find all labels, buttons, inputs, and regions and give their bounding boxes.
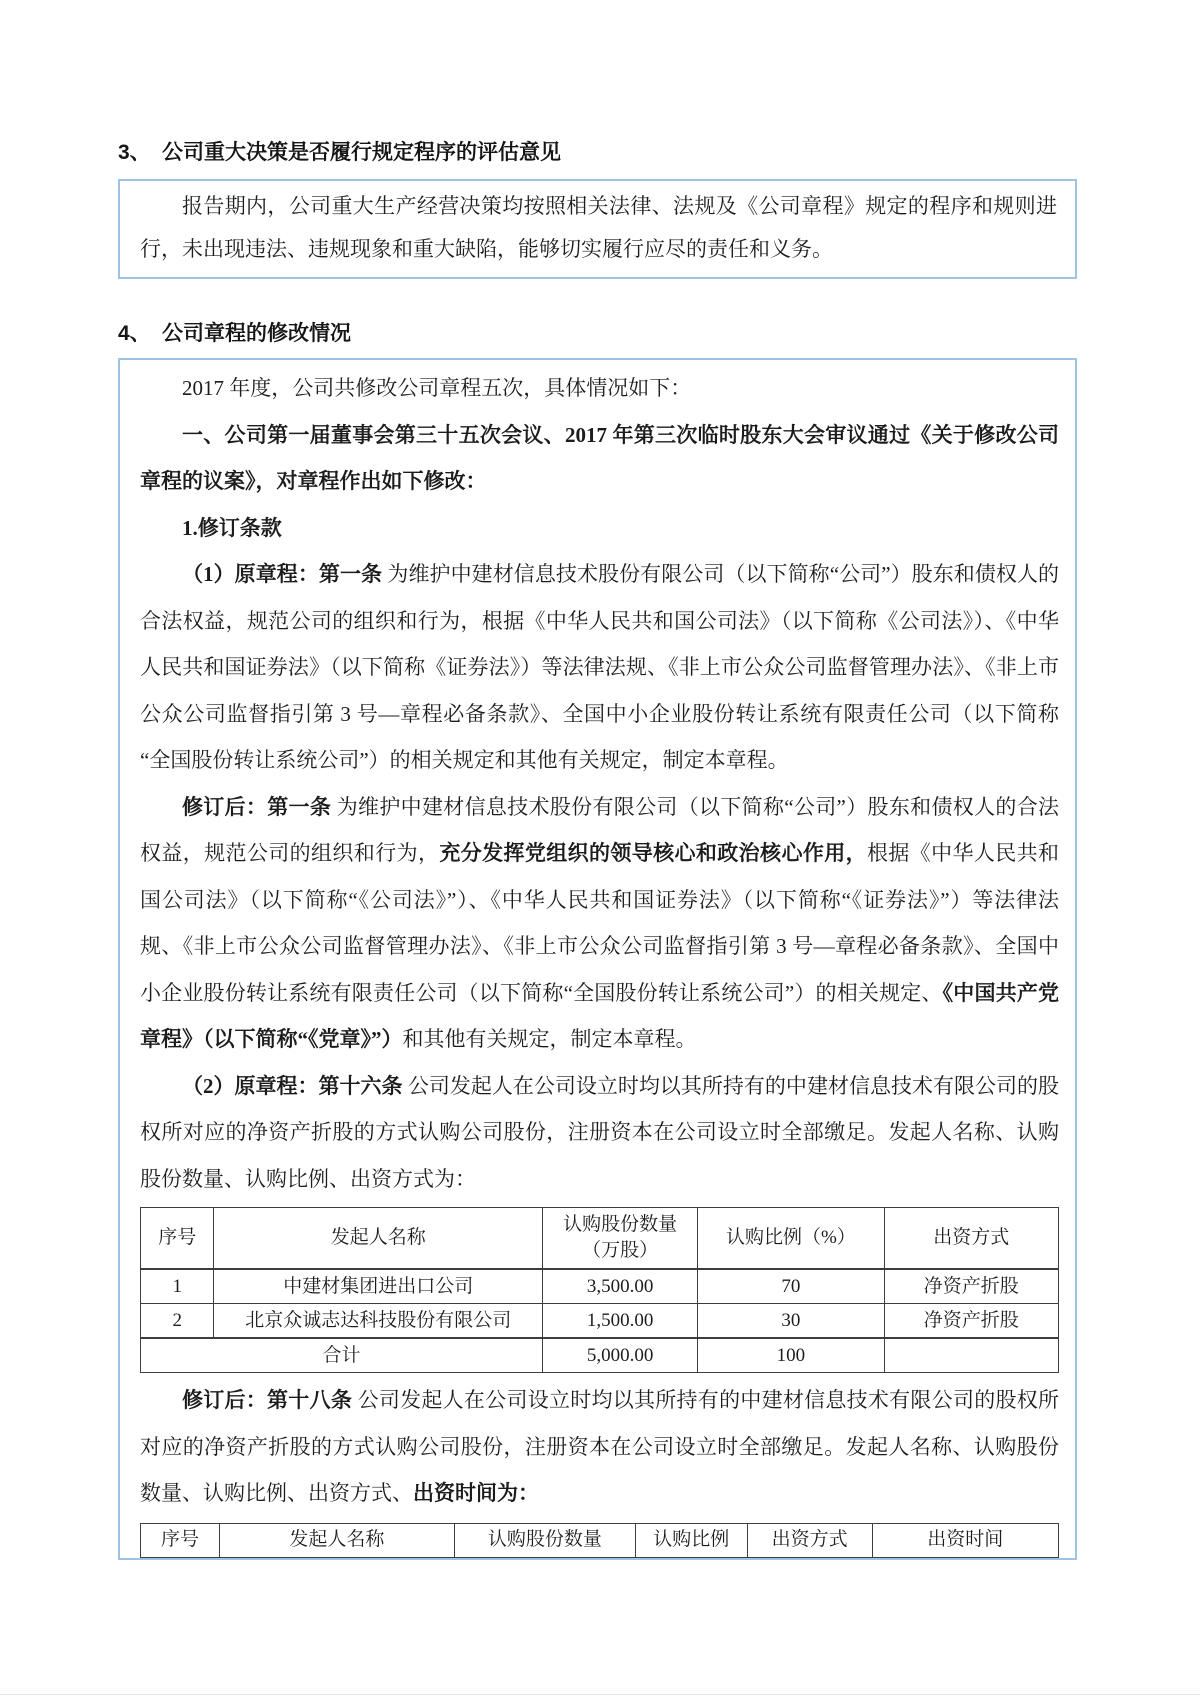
cell-founder: 中建材集团进出口公司 xyxy=(214,1269,543,1304)
article-lead: 修订后：第一条 xyxy=(182,794,337,819)
section-3-title: 公司重大决策是否履行规定程序的评估意见 xyxy=(162,141,561,164)
cell-shares: 1,500.00 xyxy=(543,1304,698,1339)
cell-ratio: 30 xyxy=(698,1304,884,1339)
paragraph-intro: 2017 年度，公司共修改公司章程五次，具体情况如下： xyxy=(182,376,692,400)
page-bottom-edge xyxy=(0,1694,1200,1695)
col-header-time: 出资时间 xyxy=(872,1523,1058,1557)
article-text: 为维护中建材信息技术股份有限公司（以下简称“公司”）股东和债权人的合法权益，规范公司的组织和行为， xyxy=(140,794,1060,865)
cell-total-method xyxy=(884,1338,1058,1373)
section-3-content-box xyxy=(118,179,1077,279)
article-bold-text: 充分发挥党组织的领导核心和政治核心作用， xyxy=(439,841,867,865)
section-4-number: 4、 xyxy=(118,322,151,345)
subscription-table-original xyxy=(140,1207,1059,1373)
paragraph-revise-clause-title: 1.修订条款 xyxy=(182,515,282,540)
cell-no: 1 xyxy=(141,1269,214,1304)
paragraph-revised-article-18 xyxy=(140,1377,1059,1517)
col-header-ratio: 认购比例（%） xyxy=(698,1208,884,1270)
col-header-founder: 发起人名称 xyxy=(214,1208,543,1270)
cell-no: 2 xyxy=(141,1304,214,1339)
article-bold-text: 《中国共产党章程》（以下简称“《党章》”） xyxy=(140,980,1060,1051)
section-3-number: 3、 xyxy=(118,141,151,164)
table-header-row xyxy=(141,1208,1059,1270)
article-body: 公司发起人在公司设立时均以其所持有的中建材信息技术有限公司的股权所对应的净资产折股的方式认购公司股份，注册资本在公司设立时全部缴足。发起人名称、认购股份数量、认购比例、出资方式为： xyxy=(140,1073,1060,1191)
table-row xyxy=(141,1304,1059,1339)
document-page xyxy=(118,140,1077,1560)
col-header-shares-unit: （万股） xyxy=(582,1240,659,1261)
article-text: 和其他有关规定，制定本章程。 xyxy=(402,1027,697,1051)
section-4-content-box xyxy=(118,358,1077,1560)
cell-method: 净资产折股 xyxy=(884,1269,1058,1304)
cell-total-label: 合计 xyxy=(141,1338,543,1373)
cell-total-shares: 5,000.00 xyxy=(543,1338,698,1373)
table-row xyxy=(141,1269,1059,1304)
col-header-method: 出资方式 xyxy=(884,1208,1058,1270)
article-text: 公司发起人在公司设立时均以其所持有的中建材信息技术有限公司的股权所对应的净资产折股的方式认购公司股份，注册资本在公司设立时全部缴足。发起人名称、认购股份数量、认购比例、出资方式、 xyxy=(140,1388,1059,1505)
section-3-paragraph: 报告期内，公司重大生产经营决策均按照相关法律、法规及《公司章程》规定的程序和规则进行，未出现违法、违规现象和重大缺陷，能够切实履行应尽的责任和义务。 xyxy=(140,194,1057,261)
paragraph-original-article-1 xyxy=(140,551,1059,784)
col-header-shares-line1: 认购股份数量 xyxy=(563,1214,678,1235)
article-text: 根据《中华人民共和国公司法》（以下简称“《公司法》”）、《中华人民共和国证券法》（以下简称“《证券法》”）等法律法规、《非上市公众公司监督管理办法》、《非上市公众公司监督指引第 3 号—章程必备条款》、全国中小企业股份转让系统有限责任公司（以下简称“全国股份转让系统公司”）的相关规定、 xyxy=(140,841,1060,1005)
table-total-row xyxy=(141,1338,1059,1373)
section-4-heading xyxy=(118,321,1077,347)
col-header-shares: 认购股份数量 xyxy=(454,1523,635,1557)
article-lead: 修订后：第十八条 xyxy=(182,1388,358,1412)
cell-ratio: 70 xyxy=(698,1269,884,1304)
cell-method: 净资产折股 xyxy=(884,1304,1058,1339)
subscription-table-revised xyxy=(140,1523,1059,1558)
cell-total-ratio: 100 xyxy=(698,1338,884,1373)
paragraph-revised-article-1 xyxy=(140,784,1059,1063)
paragraph-original-article-16 xyxy=(140,1063,1059,1203)
article-bold-text: 出资时间为： xyxy=(413,1481,539,1505)
col-header-shares xyxy=(543,1208,698,1270)
cell-founder: 北京众诚志达科技股份有限公司 xyxy=(214,1304,543,1339)
col-header-founder: 发起人名称 xyxy=(219,1523,454,1557)
section-4-title: 公司章程的修改情况 xyxy=(162,322,351,345)
article-body: 为维护中建材信息技术股份有限公司（以下简称“公司”）股东和债权人的合法权益，规范公司的组织和行为，根据《中华人民共和国公司法》（以下简称《公司法》）、《中华人民共和国证券法》（以下简称《证券法》）等法律法规、《非上市公众公司监督管理办法》、《非上市公众公司监督指引第 3 号—章程必备条款》、全国中小企业股份转让系统有限责任公司（以下简称“全国股份转让系统公司”）的相关规定和其他有关规定，制定本章程。 xyxy=(140,562,1060,772)
section-3-heading xyxy=(118,140,1077,166)
cell-shares: 3,500.00 xyxy=(543,1269,698,1304)
col-header-no: 序号 xyxy=(141,1523,220,1557)
article-lead: （2）原章程：第十六条 xyxy=(182,1073,408,1098)
paragraph-resolution: 一、公司第一届董事会第三十五次会议、2017 年第三次临时股东大会审议通过《关于修改公司章程的议案》，对章程作出如下修改： xyxy=(140,422,1059,493)
col-header-ratio: 认购比例 xyxy=(635,1523,747,1557)
table-header-row xyxy=(141,1523,1059,1557)
col-header-method: 出资方式 xyxy=(747,1523,872,1557)
article-lead: （1）原章程：第一条 xyxy=(182,562,388,586)
col-header-no: 序号 xyxy=(141,1208,214,1270)
